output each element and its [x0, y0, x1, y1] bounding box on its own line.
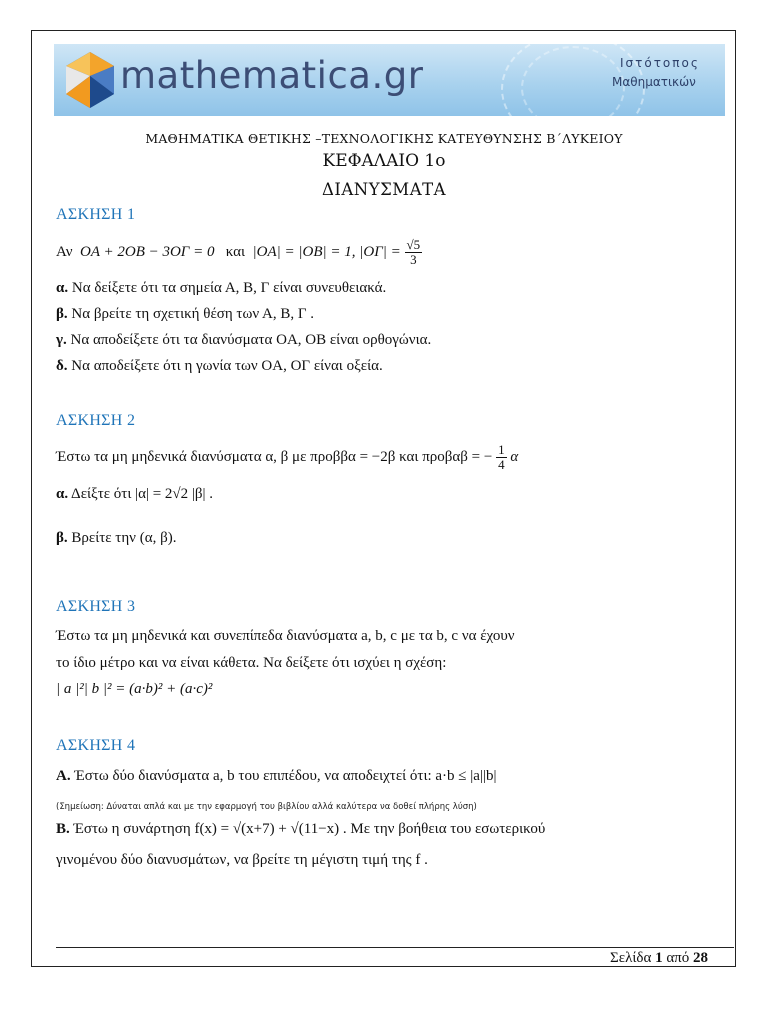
footer-of-word: από	[666, 950, 690, 966]
ex1-part-a	[56, 280, 386, 297]
ex4-b-text: Έστω η συνάρτηση f(x) = √(x+7) + √(11−x) . Με την βοήθεια του εσωτερικού	[69, 821, 546, 837]
ex4-b-label: Β.	[56, 821, 70, 837]
ex3-line-3: | a |²| b |² = (a·b)² + (a·c)²	[56, 681, 213, 697]
ex4-part-b	[56, 821, 545, 838]
banner-tagline-2: Μαθηματικών	[612, 75, 696, 89]
ex2-fraction-num: 1	[498, 442, 505, 457]
ex2-a-label: α.	[56, 486, 69, 502]
ex1-a-text: Να δείξετε ότι τα σημεία Α, Β, Γ είναι συνευθειακά.	[68, 280, 387, 296]
polyhedron-logo-icon	[58, 48, 122, 112]
exercise-1-given	[56, 238, 422, 268]
ex1-part-b	[56, 306, 314, 323]
ex4-part-a	[56, 768, 496, 785]
ex4-part-b-line-2: γινομένου δύο διανυσμάτων, να βρείτε τη μέγιστη τιμή της f .	[56, 852, 428, 868]
exercise-2-title: ΑΣΚΗΣΗ 2	[56, 412, 136, 429]
ex1-given-prefix: Αν	[56, 244, 73, 261]
exercise-2-given	[56, 443, 518, 473]
footer-page-number: 1	[655, 950, 663, 966]
subject-title: ΔΙΑΝΥΣΜΑΤΑ	[321, 180, 447, 199]
ex4-a-label: Α.	[56, 768, 71, 784]
footer-page-total: 28	[693, 950, 708, 966]
ex1-fraction	[405, 238, 423, 268]
ex1-part-c	[56, 332, 431, 349]
ex4-note: (Σημείωση: Δύναται απλά και με την εφαρμογή του βιβλίου αλλά καλύτερα να δοθεί πλήρης λύση)	[56, 802, 477, 812]
ex1-fraction-den: 3	[410, 252, 417, 268]
ex1-given-norms: |OA| = |OB| = 1, |OΓ| =	[252, 244, 405, 261]
site-banner	[54, 44, 725, 116]
banner-tagline-1: Ιστότοπος	[620, 56, 700, 70]
ex1-c-label: γ.	[56, 332, 67, 348]
ex3-line-2: το ίδιο μέτρο και να είναι κάθετα. Να δείξετε ότι ισχύει η σχέση:	[56, 655, 447, 671]
footer-page-word: Σελίδα	[610, 950, 652, 966]
ex1-fraction-num: √5	[406, 237, 421, 252]
ex1-c-text: Να αποδείξετε ότι τα διανύσματα OA, OB είναι ορθογώνια.	[66, 332, 432, 348]
ex2-fraction	[496, 443, 507, 473]
ex3-line-1: Έστω τα μη μηδενικά και συνεπίπεδα διανύσματα a, b, c με τα b, c να έχουν	[56, 628, 515, 644]
ex1-d-label: δ.	[56, 358, 68, 374]
ex1-b-text: Να βρείτε τη σχετική θέση των Α, Β, Γ .	[67, 306, 315, 322]
ex1-d-text: Να αποδείξετε ότι η γωνία των OA, OΓ είναι οξεία.	[67, 358, 383, 374]
exercise-1-title: ΑΣΚΗΣΗ 1	[56, 206, 136, 223]
ex2-a-text: Δείξτε ότι |α| = 2√2 |β| .	[68, 486, 214, 502]
ex1-b-label: β.	[56, 306, 68, 322]
exercise-4-title: ΑΣΚΗΣΗ 4	[56, 737, 136, 754]
ex1-a-label: α.	[56, 280, 69, 296]
ex2-part-a	[56, 486, 213, 503]
ex4-a-text: Έστω δύο διανύσματα a, b του επιπέδου, να αποδειχτεί ότι: a·b ≤ |a||b|	[70, 768, 497, 784]
ex1-given-equation: OA + 2OB − 3OΓ = 0	[80, 244, 215, 261]
ex2-given-tail: α	[510, 449, 519, 466]
course-title: ΜΑΘΗΜΑΤΙΚΑ ΘΕΤΙΚΗΣ –ΤΕΧΝΟΛΟΓΙΚΗΣ ΚΑΤΕΥΘΥΝΣΗΣ Β΄ΛΥΚΕΙΟΥ	[145, 131, 623, 146]
ex1-part-d	[56, 358, 383, 375]
ex2-part-b	[56, 530, 176, 547]
exercise-3-title: ΑΣΚΗΣΗ 3	[56, 598, 136, 615]
ex2-fraction-den: 4	[498, 457, 505, 473]
ex2-b-label: β.	[56, 530, 68, 546]
chapter-title: ΚΕΦΑΛΑΙΟ 1ο	[322, 151, 446, 171]
ex2-given-text: Έστω τα μη μηδενικά διανύσματα α, β με προββα = −2β και προβαβ = −	[56, 449, 493, 466]
page-footer	[610, 950, 708, 967]
ex1-given-and: και	[225, 244, 246, 261]
brand-name: mathematica.gr	[120, 54, 424, 97]
footer-rule	[56, 947, 734, 948]
ex2-b-text: Βρείτε την (α, β).	[67, 530, 177, 546]
